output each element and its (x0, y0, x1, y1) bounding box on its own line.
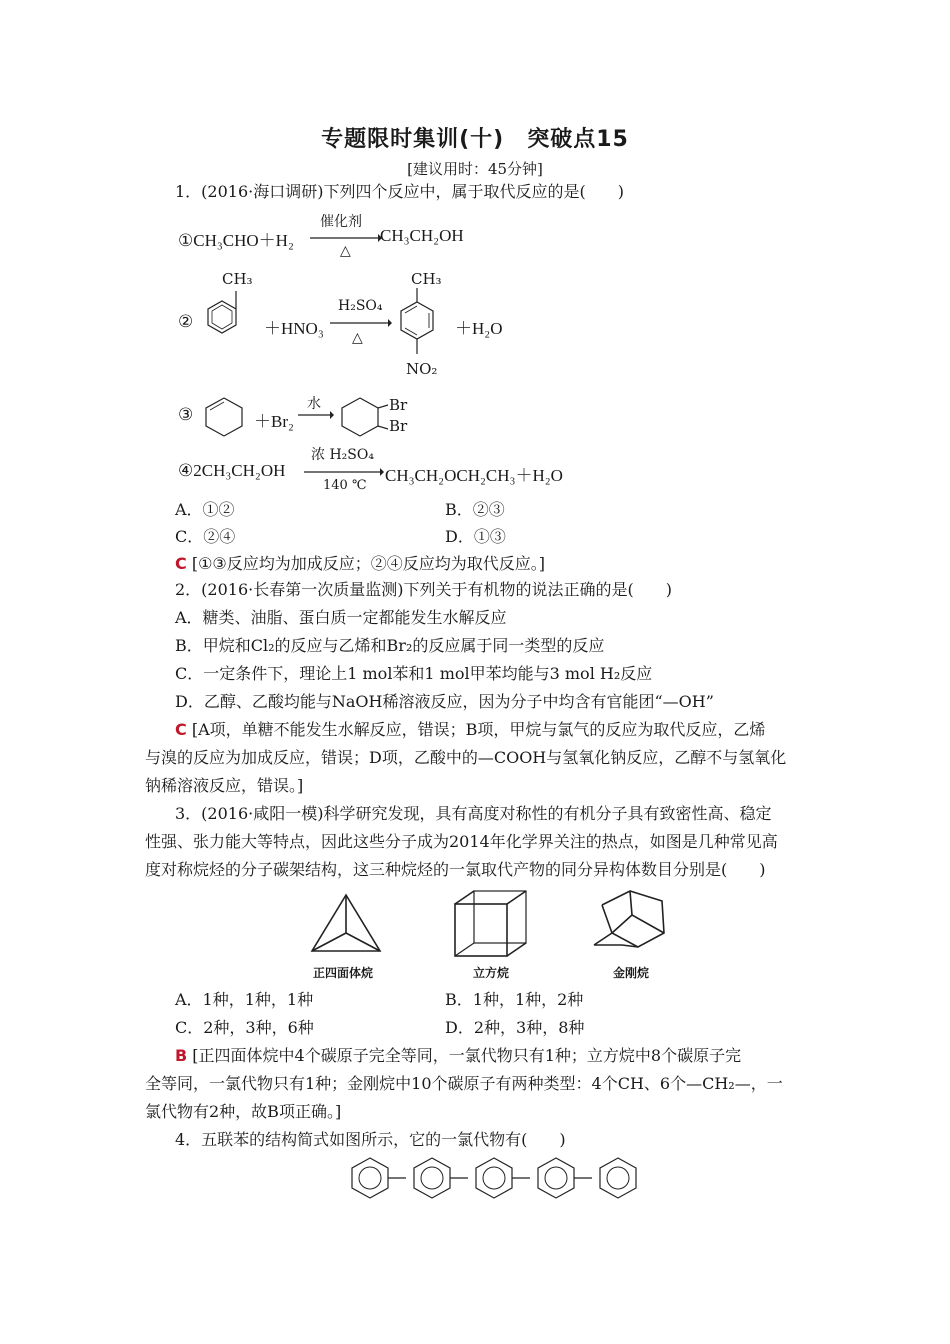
benzene-ring-2 (414, 1158, 450, 1198)
q3-stem-3: 度对称烷烃的分子碳架结构，这三种烷烃的一氯取代产物的同分异构体数目分别是( ) (145, 860, 766, 879)
q4-stem: 4．五联苯的结构简式如图所示，它的一氯代物有( ) (175, 1130, 566, 1149)
q2-option-d: D．乙醇、乙酸均能与NaOH稀溶液反应，因为分子中均含有官能团“—OH” (175, 692, 714, 711)
br-bottom: Br (389, 417, 408, 435)
suggested-time: [建议用时：45分钟] (407, 160, 543, 178)
page-title: 专题限时集训(十) 突破点15 (321, 127, 629, 152)
benzene-ring-4 (538, 1158, 574, 1198)
toluene-ch3: CH₃ (222, 270, 253, 288)
q1-r3-arrow (298, 410, 334, 420)
q1-r3-condition: 水 (307, 396, 321, 412)
q1-option-d: D．①③ (445, 527, 506, 546)
benzene-ring-5 (600, 1158, 636, 1198)
q3-stem-2: 性强、张力能大等特点，因此这些分子成为2014年化学界关注的热点，如图是几种常见高 (145, 832, 778, 851)
q3-option-b: B．1种，1种，2种 (445, 990, 584, 1009)
q2-explanation-3: 钠稀溶液反应，错误。] (145, 776, 304, 795)
product-ch3: CH₃ (411, 270, 442, 288)
q1-r1-condition: △ (340, 243, 351, 259)
q1-r1-num: ① (178, 231, 194, 250)
benzene-ring-1 (352, 1158, 388, 1198)
q1-stem: 1．(2016·海口调研)下列四个反应中，属于取代反应的是( ) (175, 182, 624, 201)
q3-option-c: C．2种，3种，6种 (175, 1018, 314, 1037)
q2-option-b: B．甲烷和Cl₂的反应与乙烯和Br₂的反应属于同一类型的反应 (175, 636, 605, 655)
q1-r4-condition: 140 ℃ (323, 478, 367, 493)
adamantane-figure (592, 885, 672, 955)
q1-r3-reagent: ＋Br₂ (254, 412, 294, 431)
q1-r1-arrow (310, 233, 382, 243)
br-top: Br (389, 396, 408, 414)
q2-option-a: A．糖类、油脂、蛋白质一定都能发生水解反应 (175, 608, 507, 627)
q1-r2-condition: △ (352, 330, 363, 346)
q3-explanation-2: 全等同，一氯代物只有1种；金刚烷中10个碳原子有两种类型：4个CH、6个—CH₂—，一 (145, 1074, 783, 1093)
pentaphenyl-structure (348, 1155, 640, 1201)
cubane-figure (452, 888, 532, 960)
q2-stem: 2．(2016·长春第一次质量监测)下列关于有机物的说法正确的是( ) (175, 580, 672, 599)
q2-explanation-1: [A项，单糖不能发生水解反应，错误；B项，甲烷与氯气的反应为取代反应，乙烯 (191, 720, 766, 739)
q3-answer-line (175, 1046, 741, 1066)
q1-r1-catalyst: 催化剂 (320, 214, 362, 230)
q3-option-d: D．2种，3种，8种 (445, 1018, 585, 1037)
q1-r1-reactants (178, 226, 294, 251)
q3-explanation-1: [正四面体烷中4个碳原子完全等同，一氯代物只有1种；立方烷中8个碳原子完 (192, 1046, 742, 1065)
q1-answer: C (175, 554, 187, 573)
q1-r3-num: ③ (178, 405, 194, 424)
tetrahedrane-caption: 正四面体烷 (313, 966, 374, 980)
q1-r2-byproduct: ＋H₂O (455, 319, 503, 338)
q2-option-c: C．一定条件下，理论上1 mol苯和1 mol甲苯均能与3 mol H₂反应 (175, 664, 653, 683)
q1-r2-reagent: ＋HNO₃ (264, 319, 324, 338)
q1-r2-catalyst: H₂SO₄ (338, 298, 383, 314)
q3-explanation-3: 氯代物有2种，故B项正确。] (145, 1102, 342, 1121)
q3-answer: B (175, 1046, 188, 1065)
cubane-caption: 立方烷 (473, 966, 510, 980)
q3-option-a: A．1种，1种，1种 (175, 990, 314, 1009)
q1-r4-formula: 2CH₃CH₂OH (193, 461, 286, 480)
q1-option-a: A．①② (175, 500, 235, 519)
q1-r4-reactants (178, 461, 285, 481)
q1-r4-arrow (304, 467, 384, 477)
q1-r2-num: ② (178, 312, 194, 331)
q1-option-b: B．②③ (445, 500, 505, 519)
adamantane-caption: 金刚烷 (613, 966, 650, 980)
q2-answer: C (175, 720, 187, 739)
q1-r1-product: CH₃CH₂OH (380, 226, 464, 245)
q1-r2-arrow (330, 318, 392, 328)
benzene-ring-3 (476, 1158, 512, 1198)
cyclohexene-structure (202, 396, 248, 438)
q3-stem-1: 3．(2016·咸阳一模)科学研究发现，具有高度对称性的有机分子具有致密性高、稳定 (175, 804, 772, 823)
q2-explanation-2: 与溴的反应为加成反应，错误；D项，乙酸中的—COOH与氢氧化钠反应，乙醇不与氢氧化 (145, 748, 787, 767)
q1-r4-catalyst: 浓 H₂SO₄ (311, 447, 374, 463)
q1-explanation: [①③反应均为加成反应；②④反应均为取代反应。] (191, 554, 546, 573)
q1-r1-formula: CH₃CHO＋H₂ (193, 231, 294, 250)
q2-answer-line (175, 720, 765, 740)
nitrotoluene-structure (395, 282, 455, 362)
toluene-structure (200, 285, 260, 345)
q1-r4-num: ④ (178, 461, 194, 480)
q1-answer-line (175, 554, 545, 574)
q1-r4-product: CH₃CH₂OCH₂CH₃＋H₂O (385, 466, 563, 485)
tetrahedrane-figure (310, 893, 382, 955)
product-no2: NO₂ (406, 360, 438, 378)
q1-option-c: C．②④ (175, 527, 236, 546)
